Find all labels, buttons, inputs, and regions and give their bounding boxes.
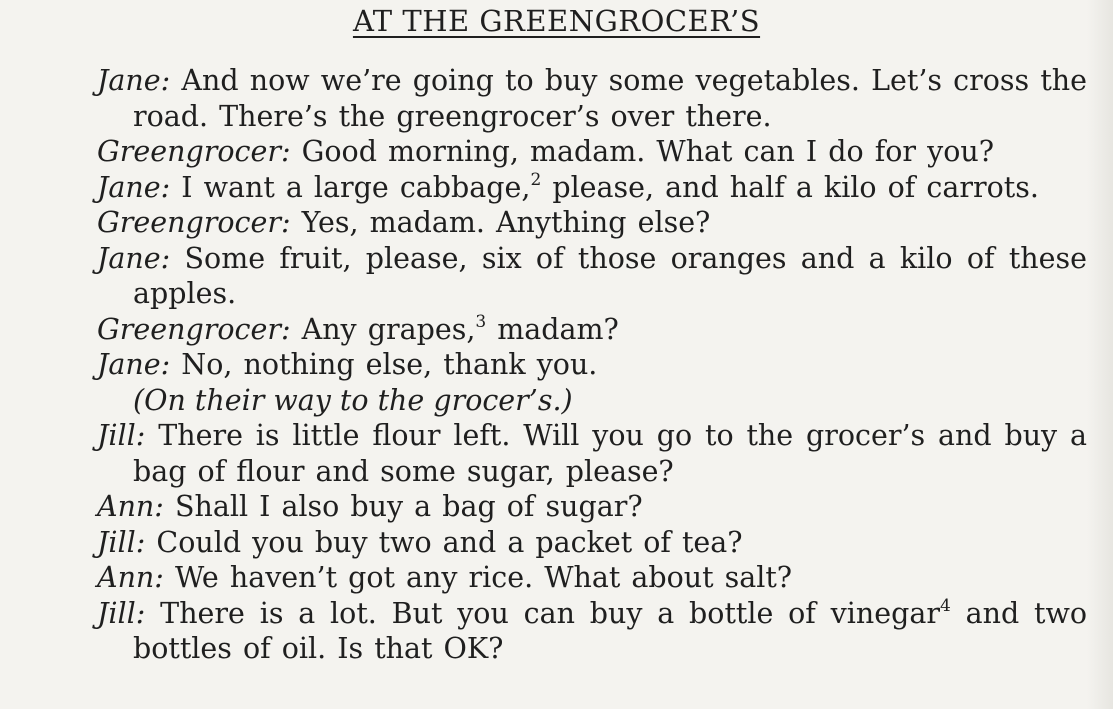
dialogue-line <box>97 489 1087 525</box>
speaker-name: Jane: <box>97 348 171 381</box>
line-text: I want a large cabbage, <box>170 170 531 204</box>
line-text-continued: and two bottles of oil. Is that OK? <box>133 596 1088 665</box>
line-text: No, nothing else, thank you. <box>170 348 598 381</box>
line-text: Good morning, madam. What can I do for you? <box>290 135 994 168</box>
speaker-name: Jane: <box>97 241 171 275</box>
dialogue-line <box>97 134 1087 170</box>
page-title: AT THE GREENGROCER’S <box>352 4 761 38</box>
speaker-name: Greengrocer: <box>97 206 291 239</box>
dialogue-line <box>97 560 1087 596</box>
footnote-marker: 2 <box>530 169 542 190</box>
speaker-name: Jill: <box>97 596 146 630</box>
footnote-marker: 3 <box>475 311 487 332</box>
line-text: There is little flour left. Will you go to the grocer’s and buy a bag of flour and some sugar, please? <box>133 419 1087 488</box>
line-text: Shall I also buy a bag of sugar? <box>163 490 643 523</box>
dialogue-line <box>97 525 1087 561</box>
speaker-name: Ann: <box>97 490 164 523</box>
line-text: Yes, madam. Anything else? <box>290 206 711 239</box>
speaker-name: Ann: <box>97 561 164 594</box>
speaker-name: Greengrocer: <box>97 312 291 346</box>
line-text: Could you buy two and a packet of tea? <box>145 525 743 559</box>
speaker-name: Jane: <box>97 64 171 97</box>
dialogue-line <box>97 241 1087 312</box>
dialogue-line <box>97 170 1087 206</box>
speaker-name: Jill: <box>97 419 146 452</box>
page-edge-shadow <box>1087 0 1113 709</box>
dialogue-line <box>97 312 1087 348</box>
line-text: There is a lot. But you can buy a bottle of vinegar <box>145 596 940 630</box>
line-text: And now we’re going to buy some vegetables. Let’s cross the road. There’s the greengrocer’s over there. <box>133 64 1087 133</box>
dialogue <box>97 63 1087 667</box>
speaker-name: Greengrocer: <box>97 135 291 168</box>
speaker-name: Jane: <box>97 170 171 204</box>
line-text: We haven’t got any rice. What about salt? <box>163 561 793 594</box>
dialogue-line <box>97 205 1087 241</box>
speaker-name: Jill: <box>97 525 146 559</box>
dialogue-line <box>97 347 1087 383</box>
dialogue-line <box>97 418 1087 489</box>
dialogue-line <box>97 63 1087 134</box>
stage-direction: (On their way to the grocer’s.) <box>133 383 573 417</box>
footnote-marker: 4 <box>939 595 951 616</box>
line-text-continued: madam? <box>486 312 619 346</box>
line-text: Any grapes, <box>290 312 476 346</box>
line-text: Some fruit, please, six of those oranges and a kilo of these apples. <box>133 241 1087 310</box>
line-text-continued: please, and half a kilo of carrots. <box>541 170 1039 204</box>
dialogue-line <box>97 596 1087 667</box>
